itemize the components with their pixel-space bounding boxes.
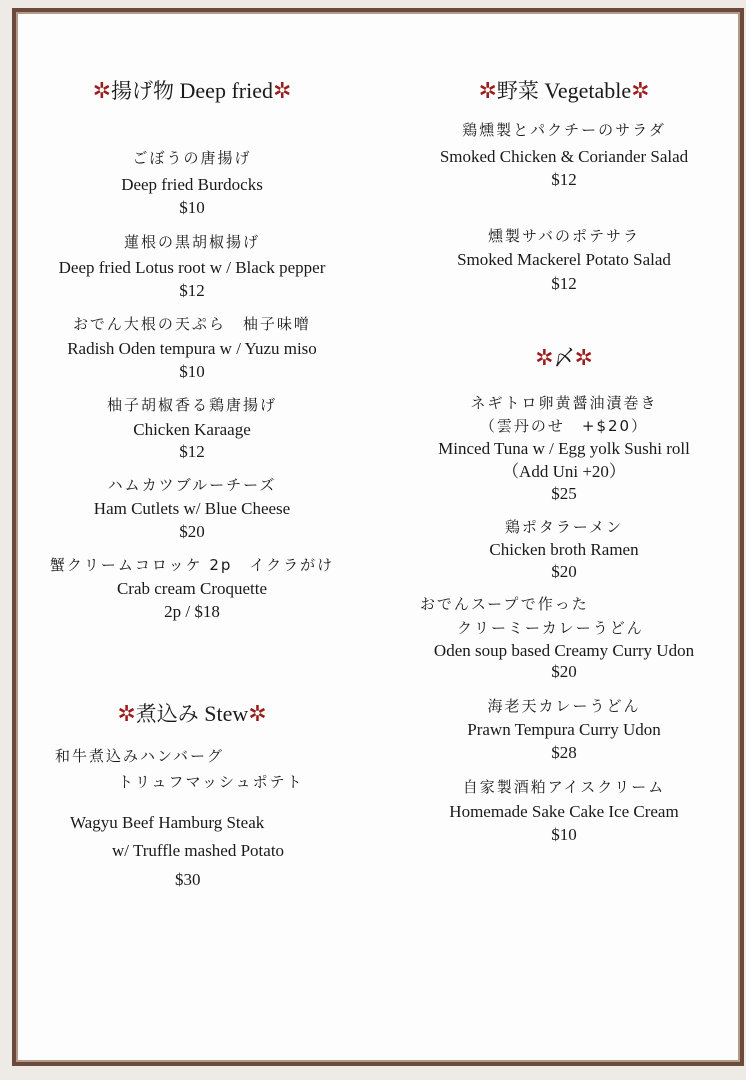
item-price: $30 [175, 870, 201, 889]
sun-gear-icon: ✲ [248, 701, 267, 726]
item-en: Deep fried Burdocks [121, 175, 263, 194]
item-en: Prawn Tempura Curry Udon [467, 720, 661, 739]
item-en: Smoked Mackerel Potato Salad [457, 250, 671, 269]
sun-gear-icon: ✲ [272, 78, 292, 103]
item-jp: 自家製酒粕アイスクリーム [462, 778, 666, 796]
item-en: Smoked Chicken & Coriander Salad [439, 147, 689, 166]
item-jp: 蟹クリームコロッケ 2p イクラがけ [49, 556, 335, 574]
item-jp: 鶏燻製とパクチーのサラダ [462, 121, 666, 139]
item-en: Ham Cutlets w/ Blue Cheese [93, 499, 291, 518]
item-en: Chicken Karaage [133, 420, 251, 439]
item-jp: 蓮根の黒胡椒揚げ [123, 233, 261, 251]
item-price: $20 [551, 562, 577, 581]
item-jp: トリュフマッシュポテト [118, 773, 304, 791]
item-price: $20 [551, 662, 577, 681]
item-price: $10 [179, 198, 205, 217]
item-en: Deep fried Lotus root w / Black pepper [58, 258, 326, 277]
section-header-shime: ✲〆✲ [535, 345, 593, 370]
item-jp: 燻製サバのポテサラ [487, 227, 641, 245]
item-jp: ハムカツブルーチーズ [107, 476, 277, 494]
item-price: $12 [551, 274, 577, 293]
sun-gear-icon: ✲ [92, 78, 112, 103]
item-jp: （雲丹のせ +$20） [479, 417, 649, 435]
item-jp: おでん大根の天ぷら 柚子味噌 [73, 315, 311, 333]
item-en: Chicken broth Ramen [489, 540, 639, 559]
item-jp: 柚子胡椒香る鶏唐揚げ [106, 396, 278, 414]
item-en: （Add Uni +20） [502, 462, 626, 481]
section-header-stew: ✲煮込み Stew✲ [117, 701, 267, 726]
item-en: Minced Tuna w / Egg yolk Sushi roll [438, 439, 690, 458]
sun-gear-icon: ✲ [535, 345, 554, 370]
item-en: Radish Oden tempura w / Yuzu miso [67, 339, 317, 358]
item-en: Crab cream Croquette [116, 579, 268, 598]
item-price: $20 [179, 522, 205, 541]
sun-gear-icon: ✲ [117, 701, 136, 726]
item-price: $28 [551, 743, 577, 762]
sun-gear-icon: ✲ [478, 78, 497, 103]
item-price: $12 [179, 281, 205, 300]
sun-gear-icon: ✲ [574, 345, 593, 370]
item-jp: 海老天カレーうどん [487, 697, 641, 715]
item-en: Wagyu Beef Hamburg Steak [70, 813, 265, 832]
item-jp: ごぼうの唐揚げ [132, 149, 252, 167]
item-en: Homemade Sake Cake Ice Cream [449, 802, 679, 821]
item-price: $25 [551, 484, 577, 503]
item-jp: クリーミーカレーうどん [457, 619, 644, 637]
item-price: $10 [179, 362, 205, 381]
item-en: Oden soup based Creamy Curry Udon [433, 641, 695, 660]
item-jp: 和牛煮込みハンバーグ [55, 747, 224, 765]
section-header-deep-fried: ✲揚げ物 Deep fried✲ [92, 78, 292, 103]
item-price: $12 [551, 170, 577, 189]
item-jp: 鶏ポタラーメン [504, 518, 624, 536]
item-jp: おでんスープで作った [420, 595, 589, 613]
item-en: w/ Truffle mashed Potato [112, 841, 285, 860]
item-jp: ネギトロ卵黄醤油漬巻き [470, 394, 658, 412]
item-price: $12 [179, 442, 205, 461]
sun-gear-icon: ✲ [631, 78, 650, 103]
section-header-vegetable: ✲野菜 Vegetable✲ [478, 78, 650, 103]
item-price: $10 [551, 825, 577, 844]
item-price: 2p / $18 [164, 602, 220, 621]
